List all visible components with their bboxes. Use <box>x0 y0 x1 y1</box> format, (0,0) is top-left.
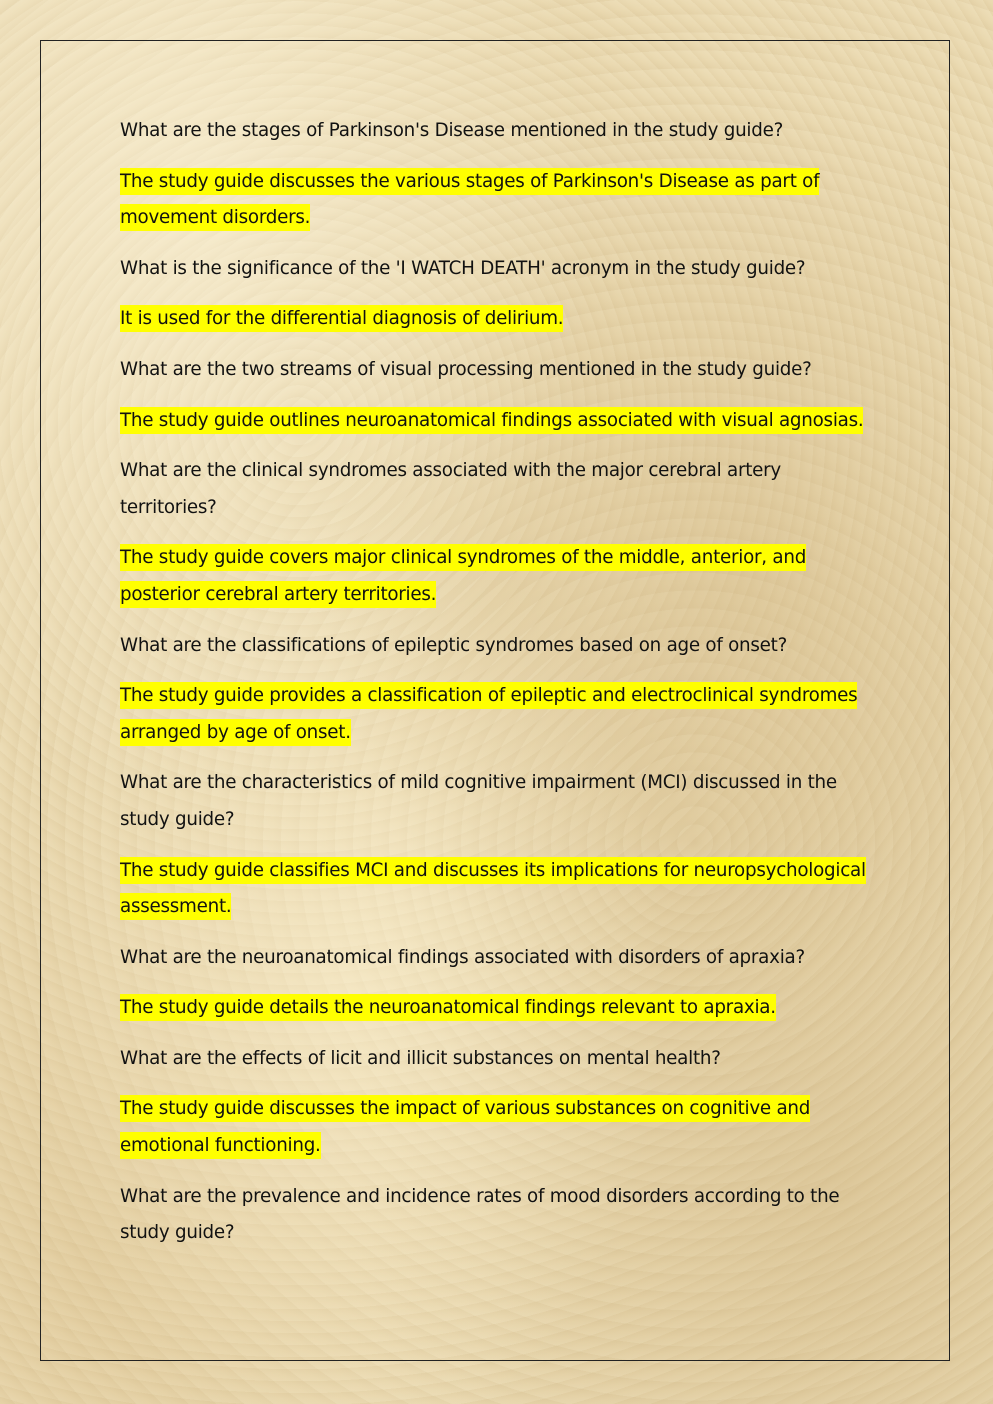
question-5: What are the classifications of epileptic syndromes based on age of onset? <box>120 634 788 656</box>
answer-4 <box>120 540 880 613</box>
answer-2-highlight: It is used for the differential diagnosis of delirium. <box>120 305 563 332</box>
answer-5 <box>120 678 880 751</box>
question-1: What are the stages of Parkinson's Disease mentioned in the study guide? <box>120 120 784 141</box>
question-7: What are the neuroanatomical findings associated with disorders of apraxia? <box>120 946 805 968</box>
answer-3-highlight: The study guide outlines neuroanatomical findings associated with visual agnosias. <box>120 407 863 434</box>
answer-1-highlight: The study guide discusses the various stages of Parkinson's Disease as part of movement disorders. <box>120 168 819 232</box>
answer-5-highlight: The study guide provides a classification of epileptic and electroclinical syndromes arranged by age of onset. <box>120 682 857 746</box>
question-6: What are the characteristics of mild cognitive impairment (MCI) discussed in the study guide? <box>120 772 837 830</box>
answer-8-highlight: The study guide discusses the impact of various substances on cognitive and emotional functioning. <box>120 1095 810 1159</box>
answer-6 <box>120 853 880 926</box>
question-3: What are the two streams of visual processing mentioned in the study guide? <box>120 358 812 380</box>
answer-6-highlight: The study guide classifies MCI and discusses its implications for neuropsychological assessment. <box>120 857 866 921</box>
question-8: What are the effects of licit and illicit substances on mental health? <box>120 1047 721 1069</box>
question-4: What are the clinical syndromes associated with the major cerebral artery territories? <box>120 460 781 518</box>
answer-2 <box>120 301 880 338</box>
question-9: What are the prevalence and incidence rates of mood disorders according to the study guide? <box>120 1185 840 1244</box>
answer-3 <box>120 403 880 440</box>
answer-7-highlight: The study guide details the neuroanatomical findings relevant to apraxia. <box>120 994 776 1021</box>
answer-1 <box>120 164 880 237</box>
answer-8 <box>120 1091 880 1164</box>
study-guide-content <box>120 113 880 1266</box>
answer-7 <box>120 990 880 1027</box>
answer-4-highlight: The study guide covers major clinical syndromes of the middle, anterior, and posterior cerebral artery territories. <box>120 544 806 608</box>
question-2: What is the significance of the 'I WATCH DEATH' acronym in the study guide? <box>120 257 806 279</box>
